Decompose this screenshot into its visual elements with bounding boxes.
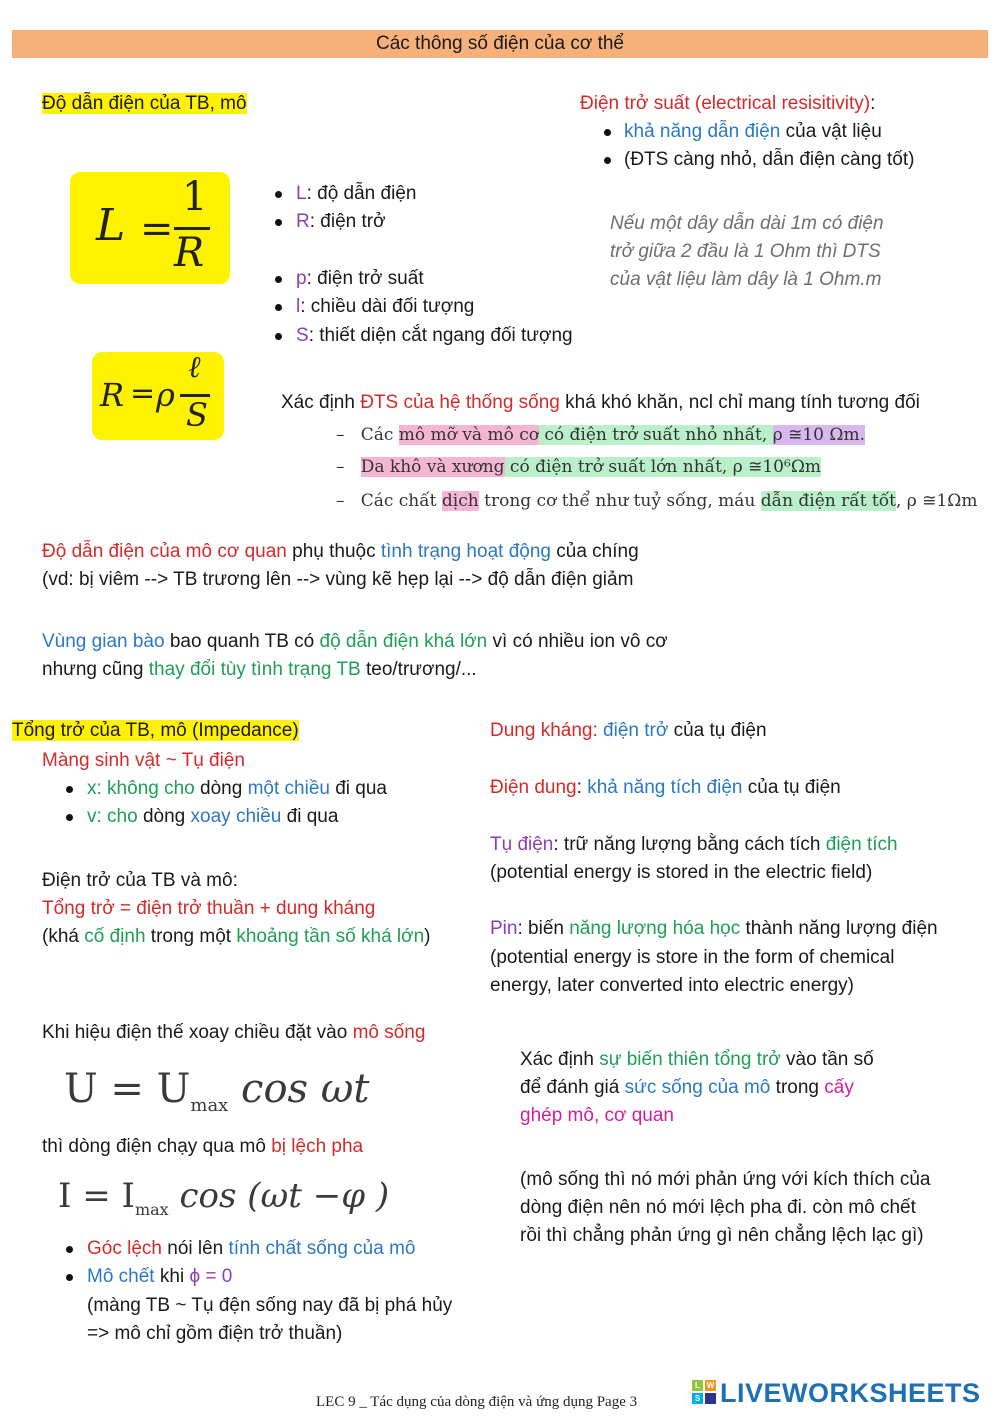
bullet — [275, 276, 282, 283]
dts-row-2: – Da khô và xương có điện trở suất lớn nhất, ρ ≅10⁶Ωm — [336, 457, 822, 477]
footer-page-label: LEC 9 _ Tác dụng của dòng điện và ứng dụng Page 3 — [316, 1394, 638, 1410]
resistance-title: Điện trở của TB và mô: — [42, 870, 238, 891]
page-title: Các thông số điện của cơ thể — [375, 33, 624, 54]
resistivity-note-3: của vật liệu làm dây là 1 Ohm.m — [610, 269, 882, 290]
capacitor-line: Tụ điện: trữ năng lượng bằng cách tích điện tích — [490, 834, 898, 855]
resistivity-point-2: (ĐTS càng nhỏ, dẫn điện càng tốt) — [624, 149, 915, 170]
bullet — [66, 814, 73, 821]
interstitial-line-1: Vùng gian bào bao quanh TB có độ dẫn điện khá lớn vì có nhiều ion vô cơ — [42, 631, 668, 652]
resistivity-heading: Điện trở suất (electrical resisitivity): — [580, 93, 876, 114]
title-bar — [12, 30, 988, 58]
membrane-line: Màng sinh vật ~ Tụ điện — [42, 750, 245, 771]
battery-line: Pin: biến năng lượng hóa học thành năng lượng điện — [490, 918, 938, 939]
dts-row-1: – Các mô mỡ và mô cơ có điện trở suất nhỏ nhất, ρ ≅10 Ωm. — [336, 425, 865, 445]
bullet — [604, 157, 611, 164]
transplant-line-3: ghép mô, cơ quan — [520, 1105, 675, 1126]
bullet — [275, 333, 282, 340]
dts-row-3: – Các chất dịch trong cơ thể như tuỷ sống, máu dẫn điện rất tốt, ρ ≅1Ωm — [336, 491, 978, 511]
transplant-line-1: Xác định sự biến thiên tổng trở vào tần số — [520, 1049, 874, 1070]
dts-system-line: Xác định ĐTS của hệ thống sống khá khó khăn, ncl chỉ mang tính tương đối — [281, 392, 920, 413]
bullet — [275, 191, 282, 198]
ac-line-1: Khi hiệu điện thế xoay chiều đặt vào mô sống — [42, 1022, 426, 1043]
organ-line-2: (vd: bị viêm --> TB trương lên --> vùng kẽ hẹp lại --> độ dẫn điện giảm — [42, 569, 634, 590]
ac-point-note-2: => mô chỉ gồm điện trở thuần) — [87, 1323, 343, 1344]
transplant-note-1: (mô sống thì nó mới phản ứng với kích thích của — [520, 1169, 931, 1190]
ac-line-2: thì dòng điện chạy qua mô bị lệch pha — [42, 1136, 364, 1157]
ac-point-2: Mô chết khi ϕ = 0 — [87, 1266, 233, 1287]
impedance-note: (khá cố định trong một khoảng tần số khá lớn) — [42, 926, 431, 947]
formula-current: $I = I_{max}$ cos (ωt −φ ) — [58, 1176, 390, 1219]
conductance-heading: Độ dẫn điện của TB, mô — [42, 93, 247, 114]
logo-wordmark: LIVEWORKSHEETS — [720, 1378, 981, 1408]
battery-note-2: energy, later converted into electric energy) — [490, 975, 854, 996]
impedance-formula: Tổng trở = điện trở thuần + dung kháng — [42, 898, 376, 919]
transplant-note-3: rồi thì chẳng phản ứng gì nên chẳng lệch lạc gì) — [520, 1225, 924, 1246]
resistivity-note-1: Nếu một dây dẫn dài 1m có điện — [610, 213, 884, 234]
membrane-point-v: v: cho dòng xoay chiều đi qua — [87, 806, 339, 827]
battery-note-1: (potential energy is store in the form of chemical — [490, 947, 895, 968]
bullet — [275, 304, 282, 311]
membrane-point-x: x: không cho dòng một chiều đi qua — [87, 778, 387, 799]
bullet — [66, 786, 73, 793]
ac-point-1: Góc lệch nói lên tính chất sống của mô — [87, 1238, 416, 1259]
ac-point-note-1: (màng TB ~ Tụ đện sống nay đã bị phá hủy — [87, 1295, 453, 1316]
organ-line-1: Độ dẫn điện của mô cơ quan phụ thuộc tình trạng hoạt động của chíng — [42, 541, 639, 562]
reactance-line: Dung kháng: điện trở của tụ điện — [490, 720, 767, 741]
formula-resistance: R = ρ ℓ S — [92, 352, 224, 440]
capacitor-note: (potential energy is stored in the electric field) — [490, 862, 873, 883]
def-l: l: chiều dài đối tượng — [296, 296, 475, 317]
def-R: R: điện trở — [296, 211, 386, 232]
impedance-heading: Tổng trở của TB, mô (Impedance) — [12, 720, 299, 741]
bullet — [604, 129, 611, 136]
formula-voltage: $U = U_{max}$ cos ωt — [64, 1066, 370, 1116]
transplant-note-2: dòng điện nên nó mới lệch pha đi. còn mô chết — [520, 1197, 916, 1218]
def-S: S: thiết diện cắt ngang đối tượng — [296, 325, 573, 346]
bullet — [66, 1246, 73, 1253]
formula-conductance: L = 1 R — [70, 172, 230, 284]
transplant-line-2: để đánh giá sức sống của mô trong cấy — [520, 1077, 854, 1098]
bullet — [66, 1274, 73, 1281]
resistivity-note-2: trở giữa 2 đầu là 1 Ohm thì DTS — [610, 241, 881, 262]
capacitance-line: Điện dung: khả năng tích điện của tụ điện — [490, 777, 841, 798]
resistivity-point-1: khả năng dẫn điện của vật liệu — [624, 121, 882, 142]
def-L: L: độ dẫn điện — [296, 183, 417, 204]
interstitial-line-2: nhưng cũng thay đổi tùy tình trạng TB teo/trương/... — [42, 659, 477, 680]
bullet — [275, 219, 282, 226]
logo-grid-icon: L W S — [692, 1380, 716, 1404]
liveworksheets-logo[interactable] — [692, 1378, 990, 1408]
def-p: p: điện trở suất — [296, 268, 424, 289]
